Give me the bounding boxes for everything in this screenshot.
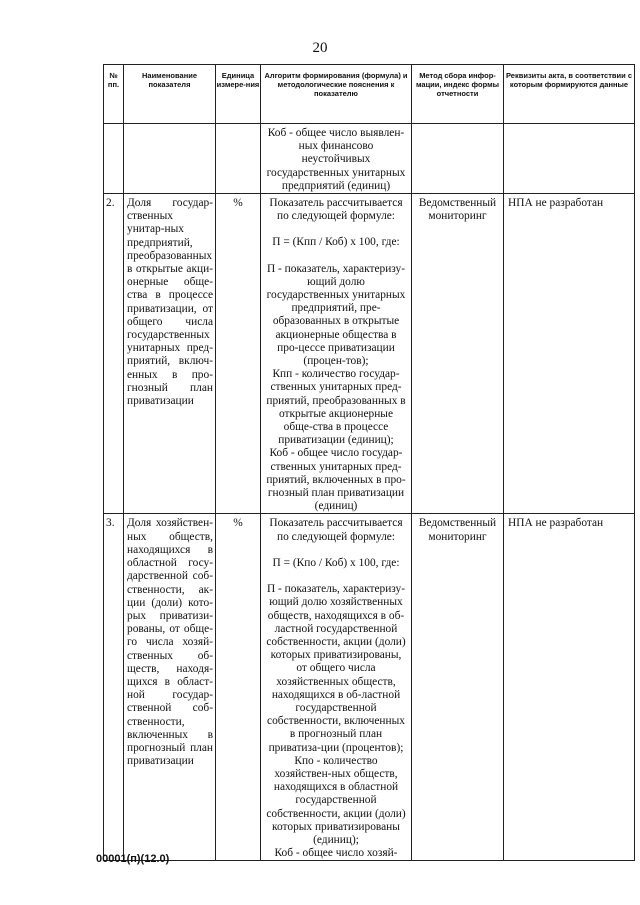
act-requisites: НПА не разработан	[504, 194, 635, 514]
cell-algorithm: Коб - общее число выявлен-ных финансово неустойчивых государственных унитарных предприятий (единиц)	[261, 124, 412, 194]
row-number: 2.	[104, 194, 124, 514]
algo-definition-k2: Коб - общее число государ-ственных унитарных пред-приятий, включенных в про-гнозный план приватизации (единиц)	[266, 447, 406, 513]
cell-method	[412, 124, 504, 194]
algo-formula: П = (Кпп / Коб) х 100, где:	[272, 236, 400, 249]
table-header-row	[104, 65, 635, 124]
row-number: 3.	[104, 514, 124, 861]
collection-method: Ведомственный мониторинг	[412, 514, 504, 861]
table-row	[104, 194, 635, 514]
table-row-continuation	[104, 124, 635, 194]
algo-definition-p: П - показатель, характеризу-ющий долю хозяйственных обществ, находящихся в об-ластной государственной собственности, акции (доли) которых приватизированы, от общего числа хозяйственных обществ, находящихся в об-ластной государственной собственности, включенных в прогнозный план приватиза-ции (процентов);	[266, 583, 406, 754]
header-algorithm: Алгоритм формирования (формула) и методологические пояснения к показателю	[261, 65, 412, 124]
algo-definition-k2: Коб - общее число хозяй-	[274, 847, 398, 860]
unit: %	[216, 514, 261, 861]
cell-name	[124, 124, 216, 194]
table-row	[104, 514, 635, 861]
header-method: Метод сбора инфор-мации, индекс формы отчетности	[412, 65, 504, 124]
indicator-name: Доля хозяйствен-ных обществ, находящихся в областной госу-дарственной соб-ственности, ак-ции (доли) кото-рых приватизи-рованы, от обще-го числа хозяй-ственных об-ществ, находя-щихся в област-ной государ-ственной соб-ственности, включенных в прогнозный план приватизации	[124, 514, 216, 861]
algo-definition-k1: Кпо - количество хозяйствен-ных обществ, находящихся в областной государственной собственности, акции (доли) которых приватизированы (единиц);	[266, 754, 406, 846]
collection-method: Ведомственный мониторинг	[412, 194, 504, 514]
act-requisites: НПА не разработан	[504, 514, 635, 861]
page-number: 20	[312, 40, 328, 56]
algo-definition-p: П - показатель, характеризу-ющий долю государственных унитарных предприятий, пре-образованных в открытые акционерные общества в про-цессе приватизации (процен-тов);	[266, 262, 406, 368]
cell-unit	[216, 124, 261, 194]
algorithm	[261, 514, 412, 861]
algorithm	[261, 194, 412, 514]
header-num: № пп.	[104, 65, 124, 124]
algo-intro: Показатель рассчитывается по следующей формуле:	[269, 517, 403, 543]
footer-code: 00001(п)(12.0)	[96, 853, 170, 865]
header-name: Наименование показателя	[124, 65, 216, 124]
indicators-table	[103, 64, 635, 861]
header-requisites: Реквизиты акта, в соответствии с которым формируются данные	[504, 65, 635, 124]
algo-definition-k1: Кпп - количество государ-ственных унитарных пред-приятий, преобразованных в открытые акционерные обще-ства в процессе приватизации (единиц);	[266, 368, 406, 447]
algo-formula: П = (Кпо / Коб) х 100, где:	[272, 556, 400, 569]
cell-num	[104, 124, 124, 194]
indicator-name: Доля государ-ственных унитар-ных предприятий, преобразованных в открытые акци-онерные обще-ства в процессе приватизации, от общего числа государственных унитарных пред-приятий, включ-енных в про-гнозный план приватизации	[124, 194, 216, 514]
algo-intro: Показатель рассчитывается по следующей формуле:	[269, 197, 403, 223]
header-unit: Единица измере-ния	[216, 65, 261, 124]
unit: %	[216, 194, 261, 514]
cell-requisites	[504, 124, 635, 194]
